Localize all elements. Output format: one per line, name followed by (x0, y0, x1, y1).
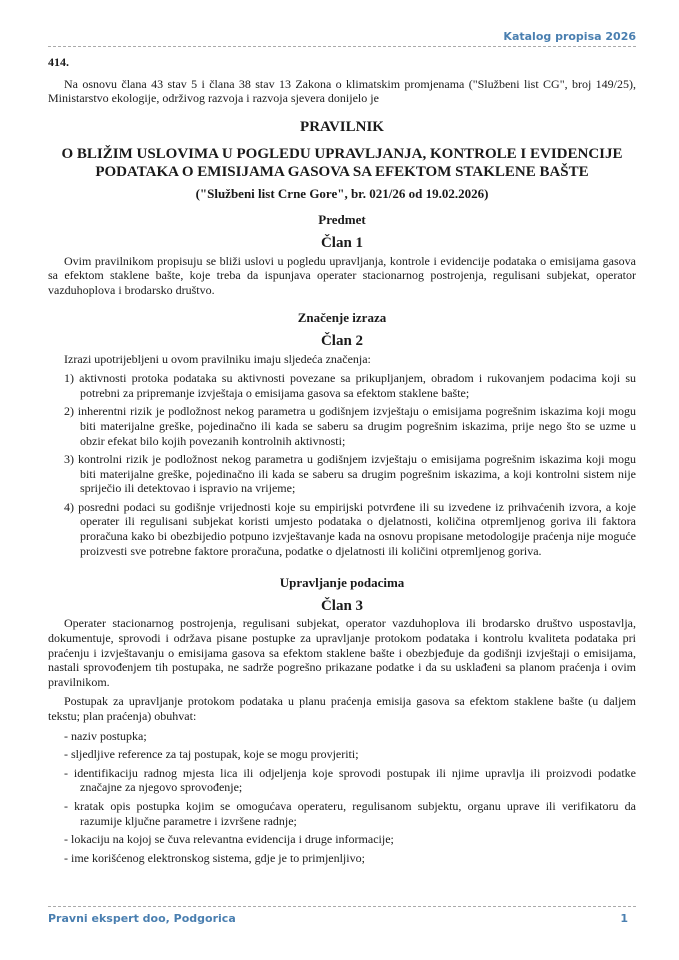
article-text: Postupak za upravljanje protokom podataka u planu praćenja emisija gasova sa efektom staklene bašte (u daljem tekstu; plan praćenja) obuhvat: (48, 694, 636, 723)
document-type: PRAVILNIK (300, 118, 384, 135)
article-text: Ovim pravilnikom propisuju se bliži uslovi u pogledu upravljanja, kontrole i evidencije podataka o emisijama gasova sa efektom staklene bašte, koje treba da ispunjava operater stacionarnog postrojenja, regulisani subjekat, operator vazduhoplova i brodarsko društvo. (48, 253, 636, 297)
preamble: Na osnovu člana 43 stav 5 i člana 38 stav 13 Zakona o klimatskim promjenama ("Službeni list CG", broj 149/25), Ministarstvo ekologije, održivog razvoja i razvoja sjevera donijelo je (48, 76, 636, 106)
section-heading: Predmet (318, 212, 366, 228)
article-heading: Član 1 (320, 234, 364, 251)
list-item: - identifikaciju radnog mjesta lica ili odjeljenja koje sprovodi postupak ili njime upravlja ili proizvodi podatke značajne za njegovo sprovođenje; (64, 765, 636, 795)
page-number: 1 (620, 912, 628, 925)
section-heading: Upravljanje podacima (279, 575, 405, 591)
definition-item: 1) aktivnosti protoka podataka su aktivnosti povezane sa prikupljanjem, obradom i rukovanjem podacima koji su potrebni za pripremanje izvještaja o emisijama gasova sa efektom staklene bašte; (64, 371, 636, 400)
article-text: Operater stacionarnog postrojenja, regulisani subjekat, operator vazduhoplova ili brodarsko društvo uspostavlja, dokumentuje, sprovodi i održava pisane postupke za upravljanje protokom podataka i kontrolu kvaliteta podataka pri praćenju i izvještavanju o emisijama gasova sa efektom staklene bašte i obezbjeđuje da godišnji izvještaji o emisijama, nastali sprovođenjem tih postupaka, ne sadrže pogrešno prikazane podatke i da su usklađeni sa planom praćenja i ovim pravilnikom. (48, 616, 636, 689)
header-divider (48, 46, 636, 47)
article-heading: Član 2 (320, 332, 364, 349)
footer-divider (48, 906, 636, 907)
list-item: - sljedljive reference za taj postupak, koje se mogu provjeriti; (64, 747, 359, 762)
list-item: - naziv postupka; (64, 728, 147, 743)
section-heading: Značenje izraza (297, 310, 387, 326)
definition-item: 3) kontrolni rizik je podložnost nekog parametra u godišnjem izvještaju o emisijama pogrešnim iskazima koji mogu biti materijalne greške, pojedinačno ili kada se saberu sa drugim pogrešnim iskazima, a koji kontrolni sistem nije spriječio ili detektovao i ispravio na vrijeme; (64, 452, 636, 496)
definition-item: 4) posredni podaci su godišnje vrijednosti koje su empirijski potvrđene ili su izvedene iz prihvaćenih izvora, a koje operater ili regulisani subjekat koristi umjesto podataka o djelatnosti, količina otpremljenog goriva ili faktora proračuna kako bi obezbijedio potpuno izvještavanje kada na osnovu propisane metodologije praćenja nije moguće proizvesti sve potrebne faktore proračuna, podatke o djelatnosti ili količini otpremljenog goriva. (64, 499, 636, 558)
gazette-reference: ("Službeni list Crne Gore", br. 021/26 od 19.02.2026) (195, 185, 489, 201)
document-title: O BLIŽIM USLOVIMA U POGLEDU UPRAVLJANJA, KONTROLE I EVIDENCIJE PODATAKA O EMISIJAMA GASOVA SA EFEKTOM STAKLENE BAŠTE (61, 145, 623, 181)
regulation-number: 414. (48, 55, 69, 69)
document-body (48, 55, 636, 869)
article-intro: Izrazi upotrijebljeni u ovom pravilniku imaju sljedeća značenja: (64, 351, 371, 366)
list-item: - lokaciju na kojoj se čuva relevantna evidencija i druge informacije; (64, 832, 394, 847)
list-item: - kratak opis postupka kojim se omogućava operateru, regulisanom subjektu, organu uprave ili verifikatoru da razumije ključne parametre i izvršene radnje; (64, 798, 636, 828)
publisher: Pravni ekspert doo, Podgorica (48, 912, 236, 925)
article-heading: Član 3 (320, 597, 364, 614)
definition-item: 2) inherentni rizik je podložnost nekog parametra u godišnjem izvještaju o emisijama pogrešnim iskazima koji mogu biti materijalne greške, pojedinačno ili kada se saberu sa drugim pogrešnim iskazima, prije nego što se uzme u obzir efekat bilo kojih povezanih kontrolnih aktivnosti; (64, 404, 636, 448)
list-item: - ime korišćenog elektronskog sistema, gdje je to primjenljivo; (64, 850, 365, 865)
catalog-header: Katalog propisa 2026 (503, 30, 636, 43)
page-footer (48, 912, 636, 925)
